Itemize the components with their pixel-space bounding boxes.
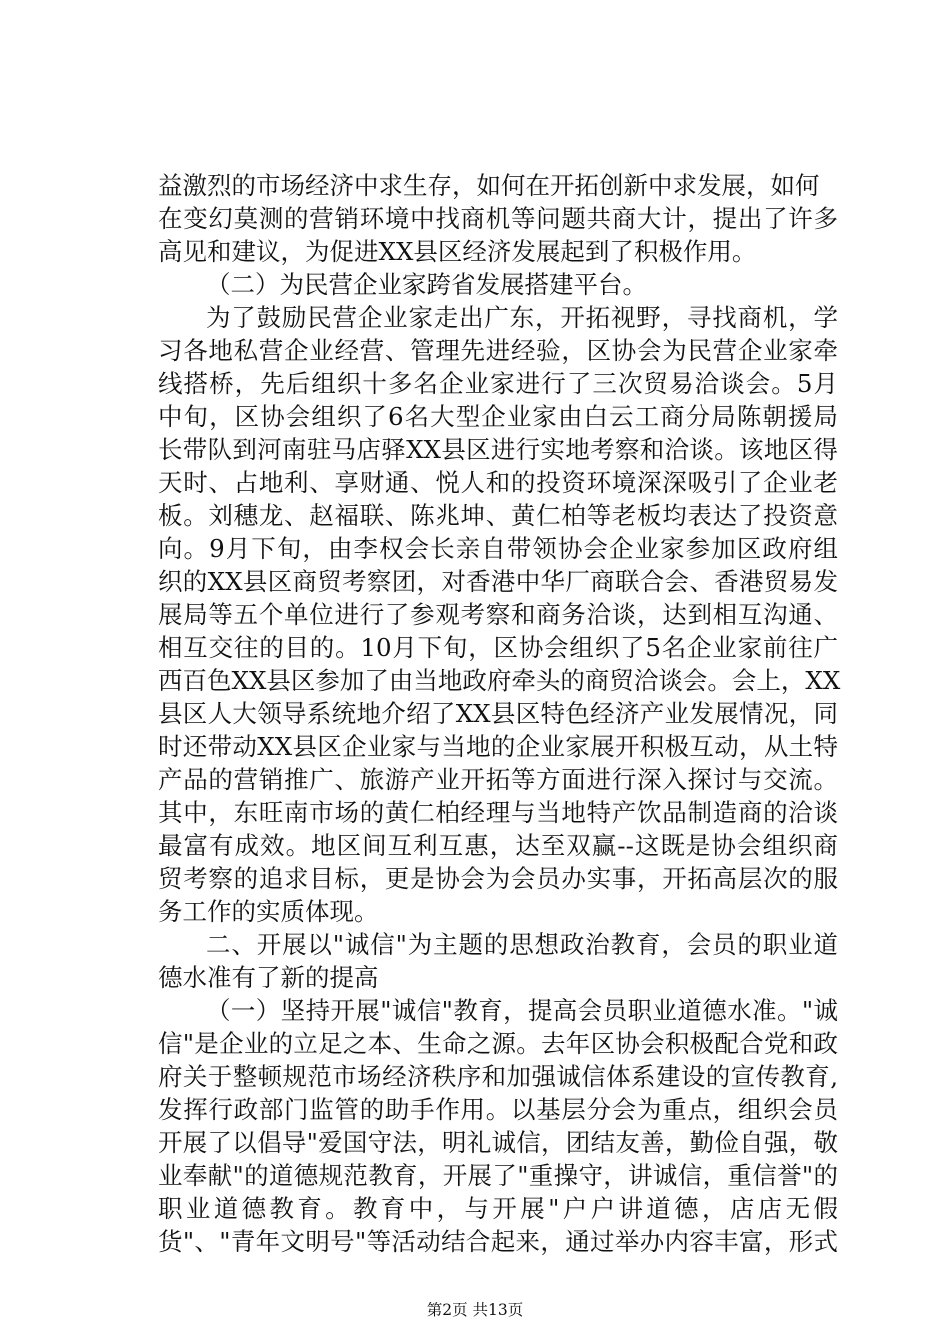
text-line: 中旬，区协会组织了6名大型企业家由白云工商分局陈朝援局 [158,402,838,431]
text-line: （一）坚持开展"诚信"教育，提高会员职业道德水准。"诚 [206,996,838,1025]
text-line: 线搭桥，先后组织十多名企业家进行了三次贸易洽谈会。5月 [158,369,838,398]
text-line: 向。9月下旬，由李权会长亲自带领协会企业家参加区政府组 [158,534,838,563]
text-line: 货"、"青年文明号"等活动结合起来，通过举办内容丰富，形式 [158,1227,838,1256]
text-line: 习各地私营企业经营、管理先进经验，区协会为民营企业家牵 [158,336,838,365]
text-line: 板。刘穗龙、赵福联、陈兆坤、黄仁柏等老板均表达了投资意 [158,501,838,530]
text-line: 高见和建议，为促进XX县区经济发展起到了积极作用。 [158,237,757,266]
text-line: 为了鼓励民营企业家走出广东，开拓视野，寻找商机，学 [206,303,838,332]
text-line: 县区人大领导系统地介绍了XX县区特色经济产业发展情况，同 [158,699,838,728]
page-footer: 第2页 共13页 [426,1301,524,1319]
section-heading: 二、开展以"诚信"为主题的思想政治教育，会员的职业道 [206,930,838,959]
text-line: 相互交往的目的。10月下旬，区协会组织了5名企业家前往广 [158,633,838,662]
text-line: 职业道德教育。教育中，与开展"户户讲道德，店店无假 [158,1194,838,1223]
text-line: 西百色XX县区参加了由当地政府牵头的商贸洽谈会。会上，XX [158,666,841,695]
text-line: 天时、占地利、享财通、悦人和的投资环境深深吸引了企业老 [158,468,838,497]
text-line: 业奉献"的道德规范教育，开展了"重操守，讲诚信，重信誉"的 [158,1161,838,1190]
section-heading: 德水准有了新的提高 [158,963,379,992]
text-line: 开展了以倡导"爱国守法，明礼诚信，团结友善，勤俭自强，敬 [158,1128,838,1157]
text-line: 最富有成效。地区间互利互惠，达至双赢--这既是协会组织商 [158,831,838,860]
text-line: 时还带动XX县区企业家与当地的企业家展开积极互动，从土特 [158,732,838,761]
text-line: 务工作的实质体现。 [158,897,379,926]
text-line: 产品的营销推广、旅游产业开拓等方面进行深入探讨与交流。 [158,765,838,794]
text-line: 益激烈的市场经济中求生存，如何在开拓创新中求发展，如何 [158,171,820,200]
text-line: 其中，东旺南市场的黄仁柏经理与当地特产饮品制造商的洽谈 [158,798,838,827]
text-line: 织的XX县区商贸考察团，对香港中华厂商联合会、香港贸易发 [158,567,838,596]
text-line: 在变幻莫测的营销环境中找商机等问题共商大计，提出了许多 [158,204,838,233]
section-heading: （二）为民营企业家跨省发展搭建平台。 [206,270,647,299]
text-line: 发挥行政部门监管的助手作用。以基层分会为重点，组织会员 [158,1095,838,1124]
text-line: 信"是企业的立足之本、生命之源。去年区协会积极配合党和政 [158,1029,838,1058]
text-line: 府关于整顿规范市场经济秩序和加强诚信体系建设的宣传教育, [158,1062,838,1091]
text-line: 贸考察的追求目标，更是协会为会员办实事，开拓高层次的服 [158,864,838,893]
text-line: 展局等五个单位进行了参观考察和商务洽谈，达到相互沟通、 [158,600,838,629]
text-line: 长带队到河南驻马店驿XX县区进行实地考察和洽谈。该地区得 [158,435,838,464]
